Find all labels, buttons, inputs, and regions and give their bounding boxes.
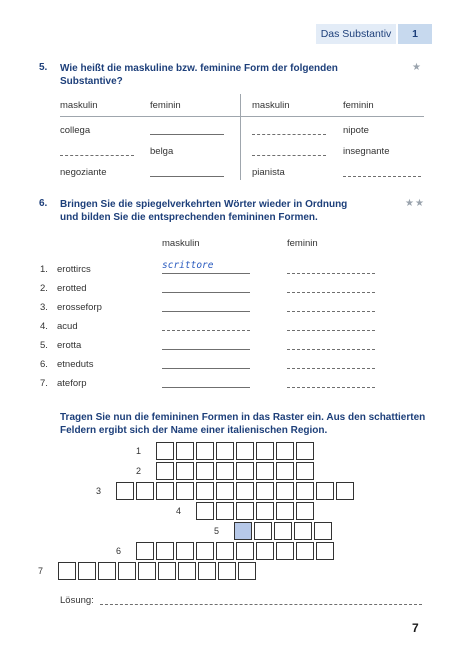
col-header-maskulin: maskulin	[252, 100, 290, 111]
exercise-6-number: 6.	[39, 198, 48, 209]
crossword-cell[interactable]	[216, 502, 234, 520]
crossword-cell[interactable]	[296, 542, 314, 560]
crossword-cell[interactable]	[256, 482, 274, 500]
item-number: 1.	[40, 264, 48, 275]
answer-blank[interactable]	[287, 311, 375, 312]
answer-blank[interactable]	[162, 330, 250, 331]
crossword-cell[interactable]	[78, 562, 96, 580]
difficulty-stars: ★★	[405, 198, 425, 209]
answer-blank[interactable]	[343, 176, 421, 177]
answer-blank[interactable]	[162, 349, 250, 350]
mirrored-word: erotted	[57, 283, 87, 294]
crossword-cell[interactable]	[158, 562, 176, 580]
crossword-cell[interactable]	[138, 562, 156, 580]
mirrored-word: erosseforp	[57, 302, 102, 313]
crossword-cell[interactable]	[256, 462, 274, 480]
crossword-cell[interactable]	[216, 482, 234, 500]
crossword-cell[interactable]	[58, 562, 76, 580]
answer-blank[interactable]	[162, 292, 250, 293]
mirrored-word: acud	[57, 321, 78, 332]
chapter-title: Das Substantiv	[316, 24, 396, 44]
answer-blank[interactable]	[162, 311, 250, 312]
chapter-number: 1	[398, 24, 432, 44]
crossword-cell[interactable]	[254, 522, 272, 540]
crossword-cell[interactable]	[196, 442, 214, 460]
table-cell: nipote	[343, 125, 369, 136]
crossword-cell[interactable]	[256, 502, 274, 520]
answer-blank[interactable]	[162, 387, 250, 388]
crossword-cell[interactable]	[176, 462, 194, 480]
table-divider	[60, 116, 424, 117]
crossword-cell[interactable]	[236, 542, 254, 560]
answer-blank[interactable]	[287, 349, 375, 350]
answer-blank[interactable]	[252, 155, 326, 156]
crossword-cell[interactable]	[196, 482, 214, 500]
crossword-cell[interactable]	[316, 482, 334, 500]
crossword-cell[interactable]	[276, 462, 294, 480]
table-column-divider	[240, 94, 241, 180]
page-number: 7	[412, 621, 419, 635]
answer-blank[interactable]	[162, 273, 250, 274]
crossword-cell[interactable]	[238, 562, 256, 580]
crossword-cell[interactable]	[316, 542, 334, 560]
col-header-feminin: feminin	[150, 100, 181, 111]
crossword-row-number: 4	[176, 506, 182, 516]
item-number: 4.	[40, 321, 48, 332]
col-header-maskulin: maskulin	[162, 238, 200, 249]
answer-blank[interactable]	[252, 134, 326, 135]
table-cell: belga	[150, 146, 174, 157]
crossword-cell[interactable]	[218, 562, 236, 580]
crossword-instruction-line2: Feldern ergibt sich der Name einer italienischen Region.	[60, 425, 328, 436]
item-number: 7.	[40, 378, 48, 389]
col-header-maskulin: maskulin	[60, 100, 98, 111]
crossword-cell[interactable]	[198, 562, 216, 580]
crossword-row-number: 3	[96, 486, 102, 496]
crossword-cell[interactable]	[276, 542, 294, 560]
crossword-cell[interactable]	[178, 562, 196, 580]
crossword-cell[interactable]	[336, 482, 354, 500]
table-cell: negoziante	[60, 167, 107, 178]
crossword-cell[interactable]	[196, 462, 214, 480]
crossword-cell[interactable]	[256, 442, 274, 460]
crossword-cell[interactable]	[136, 542, 154, 560]
answer-blank[interactable]	[287, 330, 375, 331]
table-cell: pianista	[252, 167, 285, 178]
answer-blank[interactable]	[150, 134, 224, 135]
crossword-cell[interactable]	[156, 442, 174, 460]
crossword-cell[interactable]	[296, 462, 314, 480]
handwritten-answer: scrittore	[162, 260, 214, 271]
exercise-5-instruction-line2: Substantive?	[60, 76, 123, 87]
exercise-6-instruction-line1: Bringen Sie die spiegelverkehrten Wörter wieder in Ordnung	[60, 199, 348, 210]
col-header-feminin: feminin	[287, 238, 318, 249]
crossword-cell[interactable]	[216, 442, 234, 460]
answer-blank[interactable]	[162, 368, 250, 369]
item-number: 2.	[40, 283, 48, 294]
crossword-cell[interactable]	[236, 482, 254, 500]
crossword-cell[interactable]	[196, 502, 214, 520]
crossword-cell[interactable]	[156, 462, 174, 480]
item-number: 6.	[40, 359, 48, 370]
crossword-cell[interactable]	[276, 502, 294, 520]
crossword-row-number: 5	[214, 526, 220, 536]
crossword-row-number: 6	[116, 546, 122, 556]
crossword-cell[interactable]	[296, 502, 314, 520]
difficulty-stars: ★	[412, 62, 422, 73]
crossword-cell[interactable]	[256, 542, 274, 560]
crossword-instruction-line1: Tragen Sie nun die femininen Formen in das Raster ein. Aus den schattierten	[60, 412, 426, 423]
crossword-cell[interactable]	[118, 562, 136, 580]
answer-blank[interactable]	[287, 292, 375, 293]
crossword-cell[interactable]	[176, 542, 194, 560]
crossword-cell[interactable]	[236, 442, 254, 460]
crossword-cell[interactable]	[176, 442, 194, 460]
item-number: 3.	[40, 302, 48, 313]
exercise-5-number: 5.	[39, 62, 48, 73]
item-number: 5.	[40, 340, 48, 351]
crossword-cell[interactable]	[236, 462, 254, 480]
mirrored-word: erotta	[57, 340, 82, 351]
crossword-cell[interactable]	[296, 442, 314, 460]
crossword-cell[interactable]	[276, 442, 294, 460]
crossword-cell[interactable]	[274, 522, 292, 540]
mirrored-word: ateforp	[57, 378, 87, 389]
crossword-cell[interactable]	[294, 522, 312, 540]
exercise-5-instruction-line1: Wie heißt die maskuline bzw. feminine Form der folgenden	[60, 63, 338, 74]
solution-label: Lösung:	[60, 595, 94, 606]
crossword-cell[interactable]	[196, 542, 214, 560]
exercise-6-instruction-line2: und bilden Sie die entsprechenden femininen Formen.	[60, 212, 318, 223]
answer-blank[interactable]	[287, 387, 375, 388]
table-cell: collega	[60, 125, 91, 136]
crossword-row-number: 1	[136, 446, 142, 456]
crossword-cell-shaded[interactable]	[234, 522, 252, 540]
crossword-cell[interactable]	[176, 482, 194, 500]
crossword-cell[interactable]	[276, 482, 294, 500]
mirrored-word: etneduts	[57, 359, 94, 370]
crossword-cell[interactable]	[216, 542, 234, 560]
crossword-row-number: 2	[136, 466, 142, 476]
col-header-feminin: feminin	[343, 100, 374, 111]
crossword-cell[interactable]	[296, 482, 314, 500]
crossword-cell[interactable]	[116, 482, 134, 500]
answer-blank[interactable]	[287, 273, 375, 274]
answer-blank[interactable]	[150, 176, 224, 177]
crossword-cell[interactable]	[136, 482, 154, 500]
crossword-cell[interactable]	[314, 522, 332, 540]
crossword-cell[interactable]	[98, 562, 116, 580]
crossword-cell[interactable]	[216, 462, 234, 480]
answer-blank[interactable]	[60, 155, 134, 156]
crossword-cell[interactable]	[156, 542, 174, 560]
mirrored-word: erottircs	[57, 264, 91, 275]
table-cell: insegnante	[343, 146, 390, 157]
crossword-row-number: 7	[38, 566, 44, 576]
crossword-cell[interactable]	[156, 482, 174, 500]
crossword-cell[interactable]	[236, 502, 254, 520]
answer-blank[interactable]	[287, 368, 375, 369]
solution-blank[interactable]	[100, 604, 422, 605]
